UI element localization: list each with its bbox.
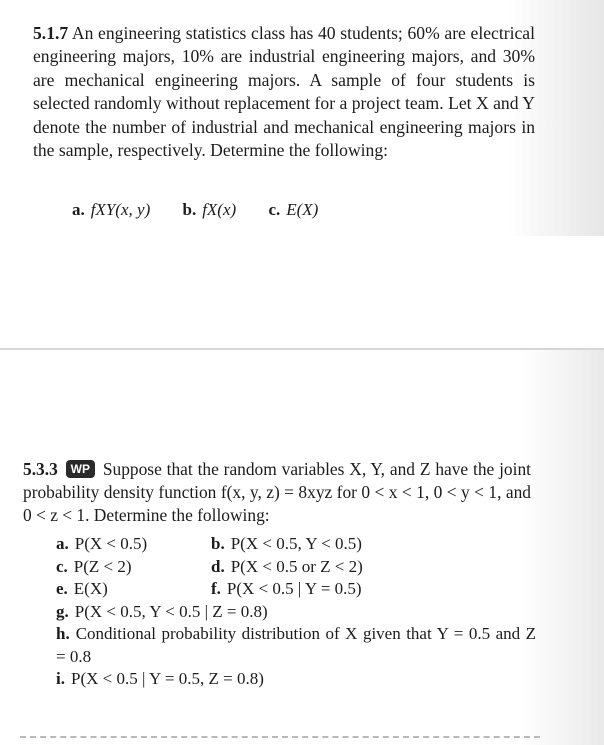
part-expression: P(X < 0.5 | Y = 0.5, Z = 0.8): [70, 669, 264, 688]
part-i: [56, 668, 536, 691]
part-expression: P(Z < 2): [73, 556, 132, 576]
part-e: [56, 578, 211, 601]
part-c: [268, 200, 318, 220]
part-label: f.: [211, 579, 221, 598]
problem-5-3-3: [23, 458, 531, 528]
part-expression: Conditional probability distribution of X given that Y = 0.5 and Z = 0.8: [56, 624, 536, 666]
part-label: h.: [56, 624, 70, 643]
part-expression: P(X < 0.5 or Z < 2): [230, 556, 363, 576]
part-expression: fXY(x, y): [90, 200, 151, 219]
part-expression: E(X): [286, 200, 319, 219]
parts-row: [56, 556, 536, 579]
part-expression: fX(x): [202, 200, 237, 219]
part-label: d.: [211, 556, 225, 576]
part-label: c.: [268, 200, 281, 219]
part-expression: P(X < 0.5, Y < 0.5 | Z = 0.8): [74, 601, 268, 621]
part-label: b.: [211, 534, 225, 553]
part-g: [56, 601, 536, 624]
part-label: g.: [56, 601, 69, 621]
parts-row: [56, 533, 536, 556]
problem-text: Suppose that the random variables X, Y, and Z have the joint probability density function f(x, y, z) = 8xyz for 0 < x < 1, 0 < y < 1, and 0 < z < 1. Determine the following:: [23, 459, 531, 526]
part-label: a.: [72, 200, 85, 219]
part-a: [56, 533, 211, 556]
part-b: [211, 534, 362, 553]
part-label: b.: [182, 200, 197, 219]
parts-row: [56, 578, 536, 601]
part-d: [211, 557, 363, 576]
part-label: i.: [56, 669, 65, 688]
problem-5-1-7: [33, 22, 535, 162]
blank-gap: [0, 236, 604, 348]
problem-text: An engineering statistics class has 40 students; 60% are electrical engineering majors, 10% are industrial engineering majors, and 30% are mechanical engineering majors. A sample of four students is selected randomly without replacement for a project team. Let X and Y denote the number of industrial and mechanical engineering majors in the sample, respectively. Determine the following:: [33, 23, 535, 161]
part-h: [56, 623, 536, 668]
part-f: [211, 579, 362, 598]
part-expression: P(X < 0.5 | Y = 0.5): [226, 579, 362, 598]
part-expression: E(X): [73, 579, 108, 598]
part-b: [182, 200, 236, 220]
part-a: [72, 200, 150, 220]
part-expression: P(X < 0.5, Y < 0.5): [230, 534, 362, 553]
problem-5-1-7-parts: [72, 200, 346, 220]
part-label: c.: [56, 556, 68, 576]
part-label: e.: [56, 579, 68, 598]
part-c: [56, 556, 211, 579]
wp-badge: WP: [66, 460, 95, 478]
problem-number: 5.1.7: [33, 23, 69, 43]
part-label: a.: [56, 534, 69, 553]
problem-5-3-3-parts: [56, 533, 536, 691]
cut-off-line: [20, 736, 540, 744]
problem-number: 5.3.3: [23, 459, 58, 479]
part-expression: P(X < 0.5): [74, 534, 148, 553]
